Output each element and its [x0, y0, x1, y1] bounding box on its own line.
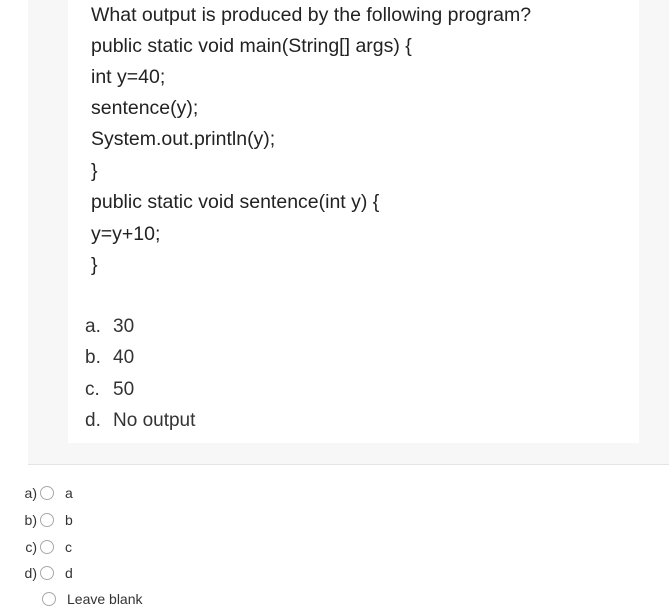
choice-text: 50	[113, 379, 135, 400]
answer-prefix: a)	[24, 485, 37, 501]
choice-letter: b.	[85, 347, 101, 368]
radio-button[interactable]	[40, 566, 54, 580]
choice-b	[85, 346, 134, 370]
code-line: int y=40;	[91, 66, 166, 88]
code-line: public static void main(String[] args) {	[91, 35, 412, 57]
answer-option-d[interactable]	[0, 563, 73, 583]
choice-letter: d.	[85, 410, 101, 431]
answer-label[interactable]: d	[65, 565, 73, 581]
leave-blank-label[interactable]: Leave blank	[67, 591, 143, 607]
answer-label[interactable]: b	[65, 512, 73, 528]
question-prompt: What output is produced by the following program?	[91, 4, 532, 26]
choice-c	[85, 378, 134, 402]
answer-option-c[interactable]	[0, 537, 72, 557]
choice-d	[85, 409, 195, 433]
choice-text: 40	[113, 347, 135, 368]
choice-letter: a.	[85, 316, 101, 337]
choice-text: 30	[113, 316, 135, 337]
answer-label[interactable]: c	[65, 539, 72, 555]
answer-label[interactable]: a	[65, 485, 73, 501]
code-line: y=y+10;	[91, 223, 161, 245]
question-card	[68, 0, 639, 443]
radio-button[interactable]	[40, 513, 54, 527]
answer-prefix: d)	[24, 565, 37, 581]
code-line: public static void sentence(int y) {	[91, 191, 380, 213]
choice-letter: c.	[85, 379, 100, 400]
answer-prefix: b)	[24, 512, 37, 528]
answer-option-leave-blank[interactable]	[0, 589, 143, 609]
radio-button[interactable]	[40, 540, 54, 554]
radio-button[interactable]	[42, 592, 56, 606]
radio-button[interactable]	[40, 486, 54, 500]
code-line: }	[91, 254, 98, 276]
answer-option-a[interactable]	[0, 483, 73, 503]
code-line: }	[91, 160, 98, 182]
choice-a	[85, 315, 134, 339]
code-line: sentence(y);	[91, 97, 199, 119]
code-line: System.out.println(y);	[91, 128, 276, 150]
choice-text: No output	[113, 410, 196, 431]
answer-option-b[interactable]	[0, 510, 73, 530]
answer-prefix: c)	[25, 539, 37, 555]
question-panel	[28, 0, 669, 465]
